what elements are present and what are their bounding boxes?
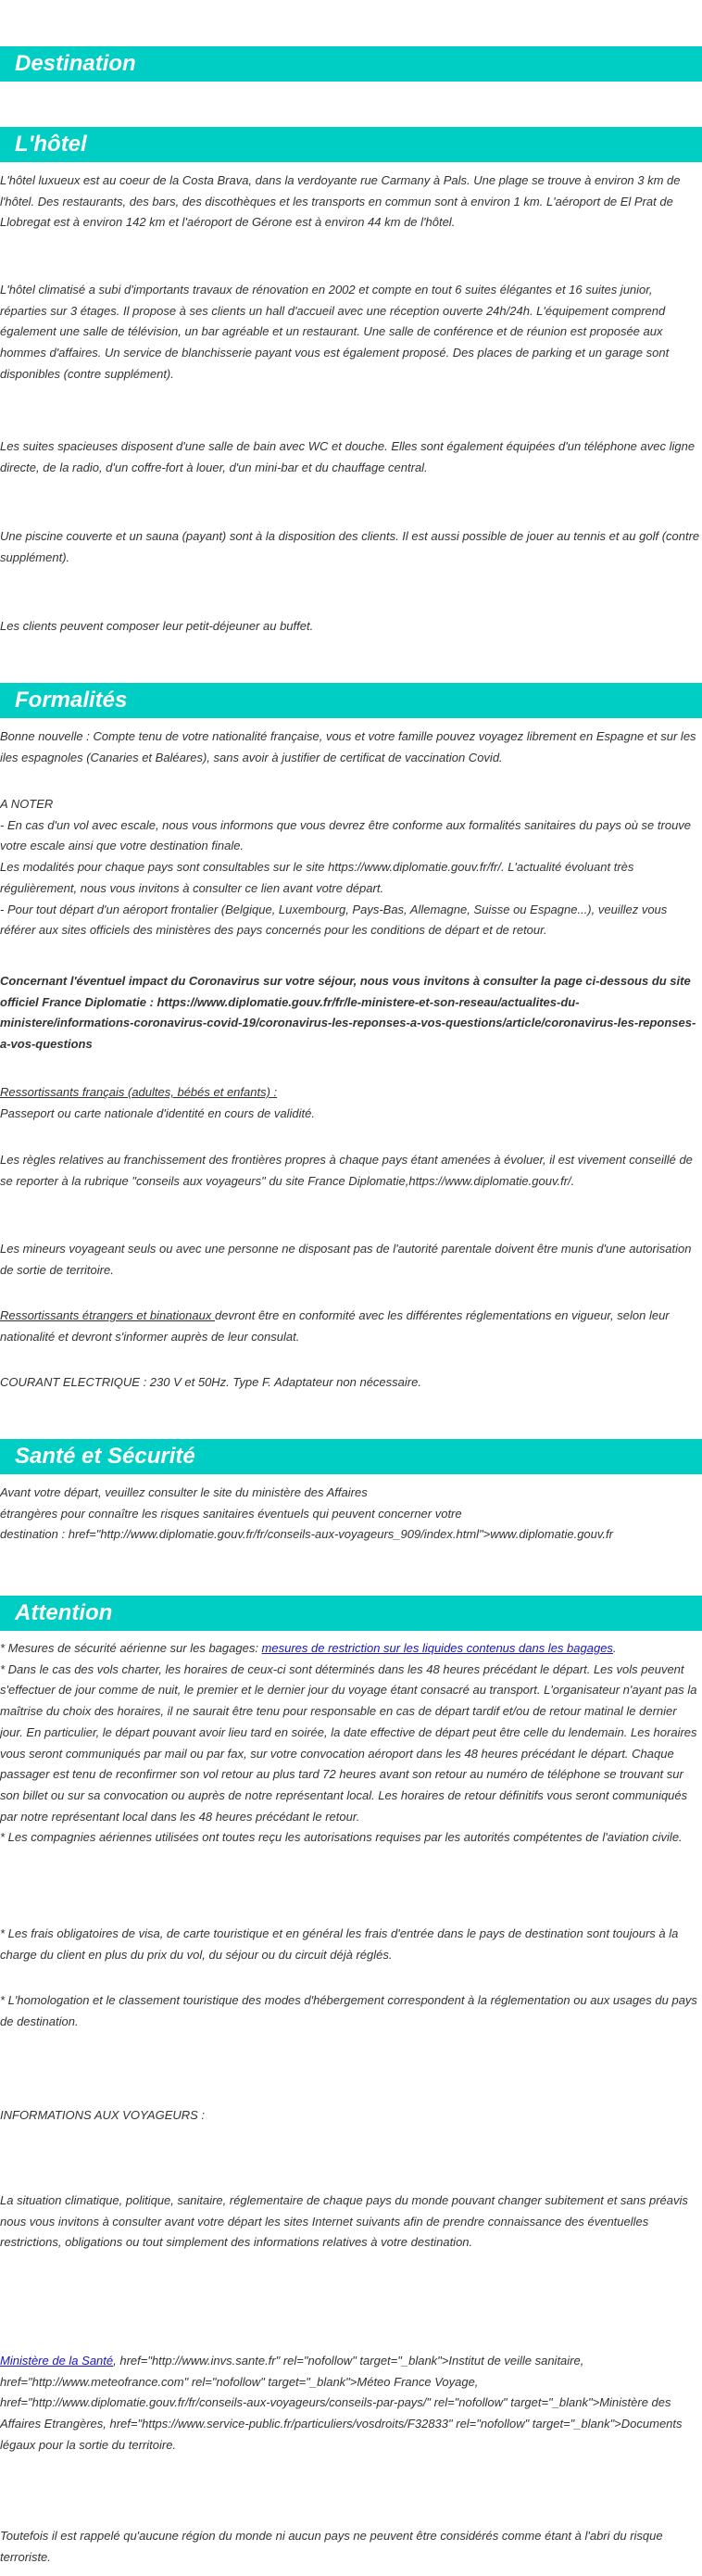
attention-charter-flights: * Dans le cas des vols charter, les horaires de ceux-ci sont déterminés dans les 48 heures précédant le départ. Les vols peuvent s'effectuer de jour comme de nuit, le premier et le dernier jour du voyage étant consacré au transport. L'organisateur n'ayant pas la maîtrise du choix des horaires, il ne saurait être tenu pour responsable en cas de départ tardif et/ou de retour matinal le dernier jour. En particulier, le départ pouvant avoir lieu tard en soirée, la date effective de départ peut être celle du lendemain. Les horaires vous seront communiqués par mail ou par fax, sur votre convocation aéroport dans les 48 heures précédant le départ. Chaque passager est tenu de reconfirmer son vol retour au plus tard 72 heures avant son retour au numéro de téléphone se trouvant sur son billet ou sur sa convocation ou auprès de notre représentant local. Les horaires de retour définitifs vous seront communiqués par notre représentant local dans les 48 heures précédant le retour. [0, 1661, 697, 1824]
info-voyageurs-title: INFORMATIONS AUX VOYAGEURS : [0, 2108, 206, 2122]
hotel-paragraph-pool: Une piscine couverte et un sauna (payant) sont à la disposition des clients. Il est aussi possible de jouer au tennis et au golf (contre supplément). [0, 529, 700, 564]
formalites-covid-news: Bonne nouvelle : Compte tenu de votre nationalité française, vous et votre famille pouvez voyagez librement en Espagne et sur les iles espagnoles (Canaries et Baléares), sans avoir à justifier de certificat de vaccination Covid. [0, 729, 696, 764]
hotel-paragraph-suites: Les suites spacieuses disposent d'une salle de bain avec WC et douche. Elles sont également équipées d'un téléphone avec ligne directe, de la radio, d'un coffre-fort à louer, d'un mini-bar et du chauffage central. [0, 439, 696, 474]
hotel-paragraph-breakfast: Les clients peuvent composer leur petit-déjeuner au buffet. [0, 619, 314, 633]
attention-baggage [0, 1638, 700, 1660]
ministere-sante-link[interactable]: Ministère de la Santé [0, 2354, 114, 2368]
foreign-nationals-text: devront être en conformité avec les différentes réglementations en vigueur, selon leur nationalité et devront s'informer auprès de leur consulat. [0, 1308, 670, 1344]
section-header-hotel: L'hôtel [0, 127, 702, 162]
section-header-attention: Attention [0, 1596, 702, 1631]
formalites-french-nationals [0, 1082, 702, 1124]
sante-line-1: Avant votre départ, veuillez consulter le site du ministère des Affaires [0, 1485, 368, 1499]
baggage-suffix: . [612, 1641, 617, 1655]
attention-visa-fees: * Les frais obligatoires de visa, de carte touristique et en général les frais d'entrée dans le pays de destination sont toujours à la charge du client en plus du prix du vol, du séjour ou du circuit déjà réglés. [0, 1926, 679, 1962]
note-border-airports: - Pour tout départ d'un aéroport frontalier (Belgique, Luxembourg, Pays-Bas, Allemagne, Suisse ou Espagne...), veuillez vous référer aux sites officiels des ministères des pays concernés pour les conditions de départ et de retour. [0, 902, 668, 938]
liquids-restriction-link[interactable]: mesures de restriction sur les liquides contenus dans les bagages [261, 1641, 613, 1655]
foreign-nationals-label: Ressortissants étrangers et binationaux [0, 1308, 215, 1322]
baggage-prefix: * Mesures de sécurité aérienne sur les bagages: [0, 1641, 262, 1655]
info-voyageurs-paragraph: La situation climatique, politique, sanitaire, réglementaire de chaque pays du monde pouvant changer subitement et sans préavis nous vous invitons à consulter avant votre départ les sites Internet suivants afin de prendre connaissance des éventuelles restrictions, obligations ou tout simplement des informations relatives à votre destination. [0, 2193, 688, 2250]
sante-line-3: destination : href="http://www.diplomatie.gouv.fr/fr/conseils-aux-voyageurs_909/index.html">www.diplomatie.gouv.fr [0, 1527, 613, 1542]
sante-text [0, 1483, 702, 1546]
french-nationals-docs: Passeport ou carte nationale d'identité en cours de validité. [0, 1105, 315, 1120]
formalites-minors: Les mineurs voyageant seuls ou avec une personne ne disposant pas de l'autorité parentale doivent être munis d'une autorisation de sortie de territoire. [0, 1242, 692, 1277]
hotel-paragraph-location: L'hôtel luxueux est au coeur de la Costa Brava, dans la verdoyante rue Carmany à Pals. Une plage se trouve à environ 3 km de l'hôtel. Des restaurants, des bars, des discothèques et les transports en commun sont à environ 1 km. L'aéroport de El Prat de Llobregat est à environ 142 km et l'aéroport de Gérone est à environ 44 km de l'hôtel. [0, 173, 681, 230]
terror-risk-paragraph: Toutefois il est rappelé qu'aucune région du monde ni aucun pays ne peuvent être considérés comme étant à l'abri du risque terroriste. [0, 2529, 663, 2564]
note-stopover: - En cas d'un vol avec escale, nous vous informons que vous devrez être conforme aux formalités sanitaires du pays où se trouve votre escale ainsi que votre destination finale. [0, 817, 692, 853]
formalites-foreign-nationals [0, 1306, 702, 1347]
note-title: A NOTER [0, 797, 54, 811]
french-nationals-label: Ressortissants français (adultes, bébés et enfants) : [0, 1085, 278, 1099]
hotel-paragraph-facilities: L'hôtel climatisé a subi d'importants travaux de rénovation en 2002 et compte en tout 6 suites élégantes et 16 suites junior, réparties sur 3 étages. Il propose à ses clients un hall d'accueil avec une réception ouverte 24h/24h. L'équipement comprend également une salle de télévision, un bar agréable et un restaurant. Une salle de conférence et de réunion est proposée aux hommes d'affaires. Un service de blanchisserie payant vous est également proposé. Des places de parking et un garage sont disponibles (contre supplément). [0, 283, 670, 381]
sante-line-2: étrangères pour connaître les risques sanitaires éventuels qui peuvent concerner votre [0, 1506, 462, 1521]
formalites-electricity: COURANT ELECTRIQUE : 230 V et 50Hz. Type F. Adaptateur non nécessaire. [0, 1375, 421, 1389]
attention-airlines: * Les compagnies aériennes utilisées ont toutes reçu les autorisations requises par les autorités compétentes de l'aviation civile. [0, 1830, 683, 1845]
section-header-formalites: Formalités [0, 683, 702, 718]
attention-homologation: * L'homologation et le classement touristique des modes d'hébergement correspondent à la réglementation ou aux usages du pays de destination. [0, 1993, 697, 2028]
formalites-note-block [0, 794, 702, 941]
note-modalities: Les modalités pour chaque pays sont consultables sur le site https://www.diplomatie.gouv.fr/fr/. L'actualité évoluant très régulièrement, nous vous invitons à consulter ce lien avant votre départ. [0, 860, 634, 895]
info-links-rest: , href="http://www.invs.sante.fr" rel="nofollow" target="_blank">Institut de veille sanitaire, href="http://www.meteofrance.com" rel="nofollow" target="_blank">Méteo France Voyage, href="http://www.diplomatie.gouv.fr/fr/conseils-aux-voyageurs/conseils-par-pays/" rel="nofollow" target="_blank">Ministère des Affaires Etrangères, href="https://www.service-public.fr/particuliers/vosdroits/F32833" rel="nofollow" target="_blank">Documents légaux pour la sortie du territoire. [0, 2354, 683, 2452]
info-links-paragraph [0, 2351, 702, 2456]
formalites-border-rules: Les règles relatives au franchissement des frontières propres à chaque pays étant amenées à évoluer, il est vivement conseillé de se reporter à la rubrique "conseils aux voyageurs" du site France Diplomatie,https://www.diplomatie.gouv.fr/. [0, 1153, 693, 1188]
attention-bullets [0, 1638, 702, 1849]
section-header-destination: Destination [0, 46, 702, 82]
formalites-coronavirus-bold: Concernant l'éventuel impact du Coronavirus sur votre séjour, nous vous invitons à consulter la page ci-dessous du site officiel France Diplomatie : https://www.diplomatie.gouv.fr/fr/le-ministere-et-son-reseau/actualites-du-ministere/informations-coronavirus-covid-19/coronavirus-les-reponses-a-vos-questions/article/coronavirus-les-reponses-a-vos-questions [0, 974, 696, 1052]
section-header-sante: Santé et Sécurité [0, 1439, 702, 1474]
